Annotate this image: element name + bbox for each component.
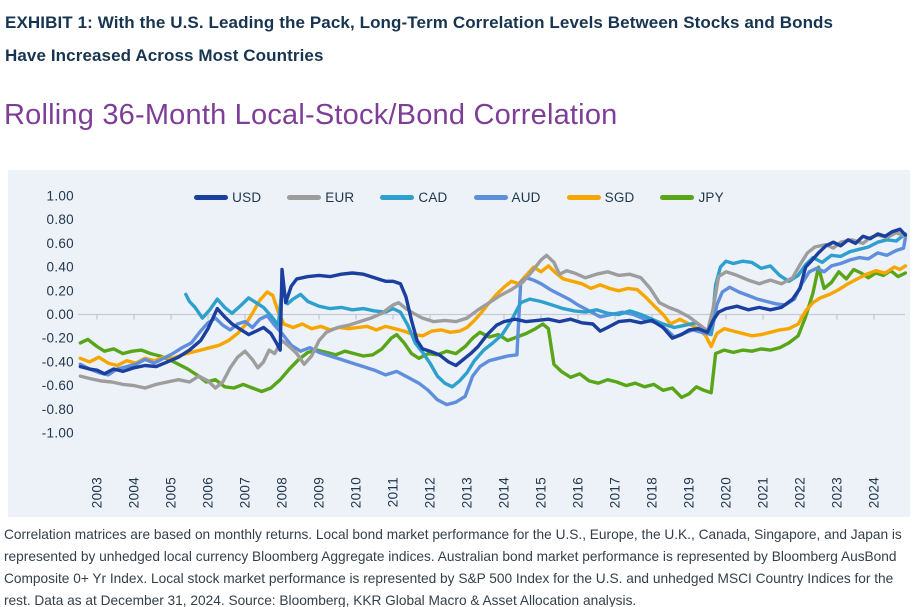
y-axis-label: -0.80 (41, 401, 74, 417)
x-axis-label: 2024 (866, 477, 882, 509)
exhibit-title-line1: EXHIBIT 1: With the U.S. Leading the Pack, Long-Term Correlation Levels Between Stocks and Bonds (5, 13, 834, 32)
y-axis-label: 0.80 (46, 212, 74, 228)
x-axis-label: 2021 (755, 477, 771, 509)
x-axis-label: 2005 (163, 477, 179, 509)
legend-swatch-aud (474, 195, 508, 200)
y-axis-label: -0.20 (41, 330, 74, 346)
chart-panel (8, 170, 910, 517)
chart-title: Rolling 36-Month Local-Stock/Bond Correlation (4, 99, 618, 131)
x-axis-label: 2009 (311, 477, 327, 509)
y-axis-label: -0.60 (41, 378, 74, 394)
line-series-eur (80, 233, 905, 388)
x-axis-label: 2006 (200, 477, 216, 509)
legend-label-sgd: SGD (604, 190, 635, 205)
x-axis-label: 2020 (718, 477, 734, 509)
chart-legend (8, 190, 910, 205)
legend-item-usd (194, 190, 261, 205)
plot-svg (8, 170, 910, 517)
legend-item-cad (380, 190, 447, 205)
x-axis-label: 2004 (126, 477, 142, 509)
x-axis-label: 2014 (496, 477, 512, 509)
legend-label-cad: CAD (418, 190, 448, 205)
y-axis-label: 0.40 (46, 259, 74, 275)
legend-swatch-usd (194, 195, 228, 200)
legend-swatch-eur (287, 195, 321, 200)
x-axis-label: 2010 (348, 477, 364, 509)
x-axis-label: 2017 (607, 477, 623, 509)
legend-item-aud (474, 190, 541, 205)
x-axis-label: 2007 (237, 477, 253, 509)
y-axis-label: 0.60 (46, 235, 74, 251)
x-axis-label: 2015 (533, 477, 549, 509)
x-axis-label: 2008 (274, 477, 290, 509)
exhibit-title-line2: Have Increased Across Most Countries (5, 46, 324, 65)
legend-item-jpy (660, 190, 723, 205)
x-axis-label: 2013 (459, 477, 475, 509)
y-axis-label: -0.40 (41, 354, 74, 370)
x-axis-label: 2018 (644, 477, 660, 509)
legend-swatch-sgd (567, 195, 601, 200)
legend-swatch-cad (380, 195, 414, 200)
legend-item-sgd (567, 190, 635, 205)
legend-item-eur (287, 190, 354, 205)
y-axis-label: -1.00 (41, 425, 74, 441)
exhibit-title (5, 6, 913, 72)
x-axis-label: 2011 (385, 477, 401, 508)
source-footnote: Correlation matrices are based on monthly returns. Local bond market performance for the U.S., Europe, the U.K., Canada, Singapore, and Japan is represented by unhedged local currency Bloomberg Aggregate indices. Australian bond market performance is represented by Bloomberg AusBond Composite 0+ Yr Index. Local stock market performance is represented by S&P 500 Index for the U.S. and unhedged MSCI Country Indices for the rest. Data as at December 31, 2024. Source: Bloomberg, KKR Global Macro & Asset Allocation analysis. (4, 527, 902, 607)
y-axis-label: 1.00 (46, 188, 74, 204)
legend-label-usd: USD (232, 190, 262, 205)
legend-label-aud: AUD (511, 190, 541, 205)
x-axis-label: 2016 (570, 477, 586, 509)
x-axis-label: 2022 (792, 477, 808, 509)
legend-label-eur: EUR (325, 190, 355, 205)
x-axis-label: 2012 (422, 477, 438, 509)
x-axis-label: 2003 (89, 477, 105, 509)
x-axis-label: 2023 (829, 477, 845, 509)
x-axis-label: 2019 (681, 477, 697, 509)
legend-swatch-jpy (660, 195, 694, 200)
legend-label-jpy: JPY (698, 190, 724, 205)
y-axis-label: 0.00 (46, 307, 74, 322)
y-axis-label: 0.20 (46, 283, 74, 299)
